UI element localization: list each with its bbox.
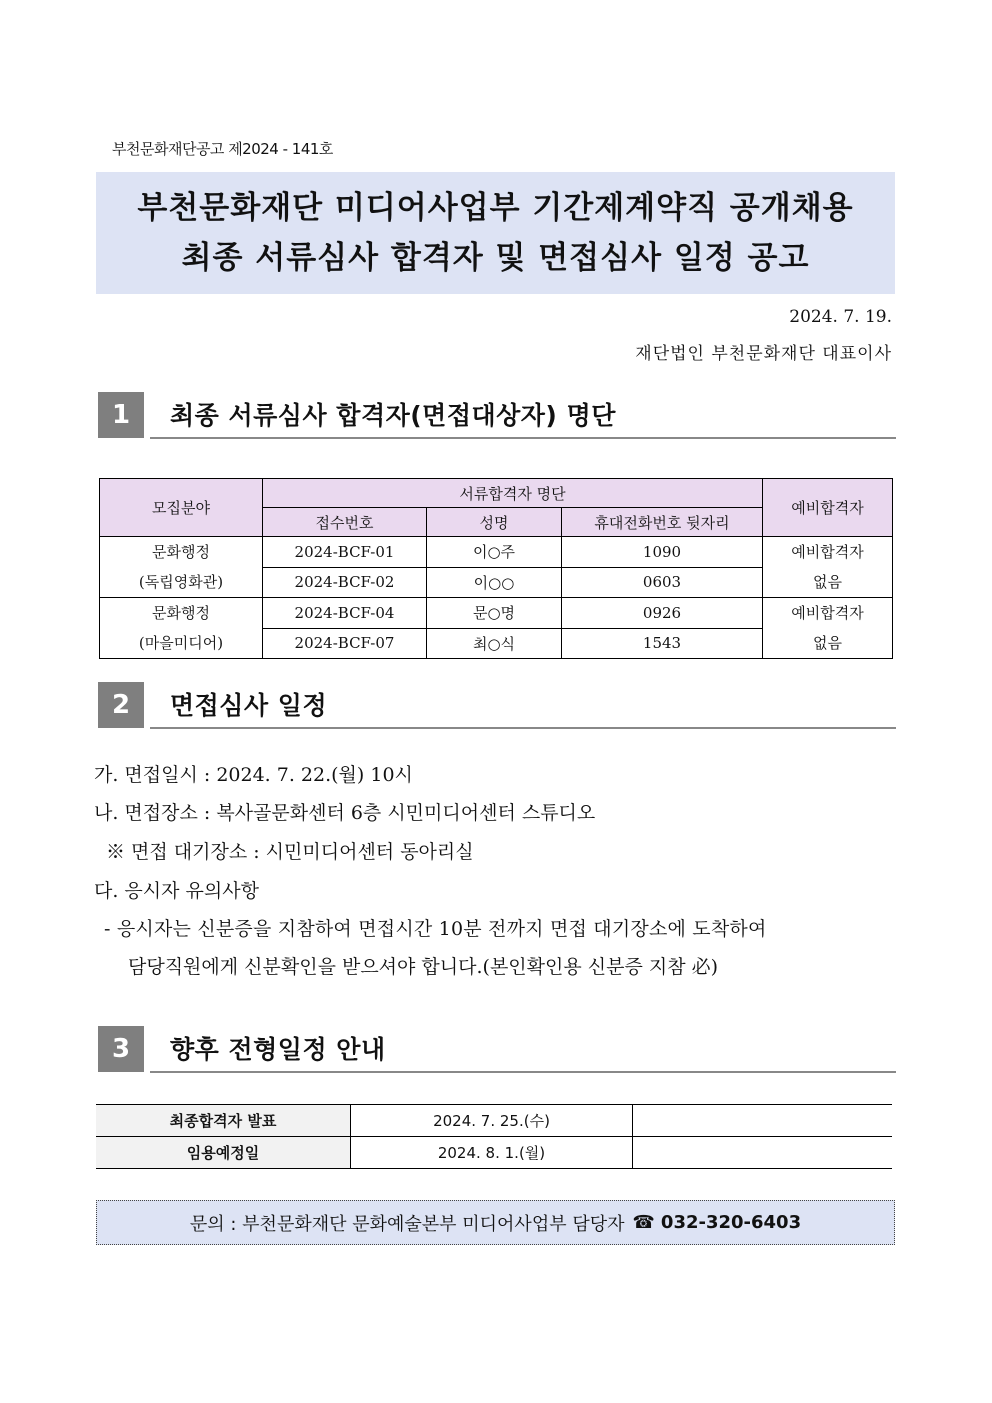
schedule-value: 2024. 8. 1.(월): [351, 1137, 633, 1169]
section-number: 2: [98, 682, 144, 728]
schedule-label: 최종합격자 발표: [96, 1105, 351, 1137]
section-number: 1: [98, 392, 144, 438]
applicant-name: 문○명: [427, 598, 562, 629]
reserve-line-2: 없음: [813, 634, 842, 652]
section-title: 향후 전형일정 안내: [170, 1035, 386, 1064]
section-divider: [150, 727, 896, 729]
phone-tail: 1543: [562, 628, 763, 659]
applicant-note-line-1: - 응시자는 신분증을 지참하여 면접시간 10분 전까지 면접 대기장소에 도착하여: [104, 918, 767, 940]
interview-datetime: 가. 면접일시 : 2024. 7. 22.(월) 10시: [94, 764, 413, 786]
table-row: [100, 537, 893, 568]
phone-icon: ☎: [632, 1212, 655, 1233]
field-line-1: 문화행정: [152, 543, 210, 561]
reserve-cell: [763, 598, 893, 659]
title-line-2: 최종 서류심사 합격자 및 면접심사 일정 공고: [181, 240, 810, 276]
table-row: [100, 598, 893, 629]
section-number: 3: [98, 1026, 144, 1072]
phone-tail: 0926: [562, 598, 763, 629]
section-title: 최종 서류심사 합격자(면접대상자) 명단: [170, 401, 616, 430]
reserve-line-1: 예비합격자: [791, 604, 864, 622]
section-2-header: [96, 682, 896, 730]
header-group: 서류합격자 명단: [263, 479, 763, 508]
contact-phone: 032-320-6403: [660, 1212, 802, 1233]
receipt-no: 2024-BCF-02: [263, 567, 427, 598]
issue-date: 2024. 7. 19.: [789, 307, 892, 327]
section-divider: [150, 437, 896, 439]
receipt-no: 2024-BCF-01: [263, 537, 427, 568]
table-row: [96, 1137, 892, 1169]
section-title: 면접심사 일정: [170, 691, 328, 720]
reserve-cell: [763, 537, 893, 598]
schedule-note: [633, 1137, 893, 1169]
issuer: 재단법인 부천문화재단 대표이사: [635, 344, 892, 364]
waiting-room-note: ※ 면접 대기장소 : 시민미디어센터 동아리실: [106, 841, 474, 863]
applicant-note-line-2: 담당직원에게 신분확인을 받으셔야 합니다.(본인확인용 신분증 지참 必): [128, 956, 719, 978]
header-reserve: 예비합격자: [763, 479, 893, 537]
applicant-name: 이○주: [427, 537, 562, 568]
table-row: [96, 1105, 892, 1137]
header-phone-tail: 휴대전화번호 뒷자리: [562, 508, 763, 537]
section-divider: [150, 1071, 896, 1073]
field-cell: [100, 537, 263, 598]
title-line-1: 부천문화재단 미디어사업부 기간제계약직 공개채용: [137, 190, 854, 226]
contact-box: [96, 1200, 895, 1245]
section-1-header: [96, 392, 896, 440]
section-3-header: [96, 1026, 896, 1074]
field-line-1: 문화행정: [152, 604, 210, 622]
reserve-line-1: 예비합격자: [791, 543, 864, 561]
field-line-2: (독립영화관): [138, 573, 224, 591]
interview-location: 나. 면접장소 : 복사골문화센터 6층 시민미디어센터 스튜디오: [94, 802, 596, 824]
applicant-name: 최○식: [427, 628, 562, 659]
field-line-2: (마을미디어): [138, 634, 224, 652]
schedule-value: 2024. 7. 25.(수): [351, 1105, 633, 1137]
field-cell: [100, 598, 263, 659]
header-field: 모집분야: [100, 479, 263, 537]
receipt-no: 2024-BCF-04: [263, 598, 427, 629]
receipt-no: 2024-BCF-07: [263, 628, 427, 659]
schedule-label: 임용예정일: [96, 1137, 351, 1169]
applicant-name: 이○○: [427, 567, 562, 598]
schedule-table: [96, 1104, 892, 1169]
phone-tail: 1090: [562, 537, 763, 568]
reserve-line-2: 없음: [813, 573, 842, 591]
contact-text: 문의 : 부천문화재단 문화예술본부 미디어사업부 담당자: [189, 1213, 625, 1235]
notice-number: 부천문화재단공고 제2024 - 141호: [112, 140, 333, 158]
schedule-note: [633, 1105, 893, 1137]
applicant-notes-heading: 다. 응시자 유의사항: [94, 880, 259, 902]
title-box: [96, 172, 895, 294]
phone-tail: 0603: [562, 567, 763, 598]
header-name: 성명: [427, 508, 562, 537]
header-receipt-no: 접수번호: [263, 508, 427, 537]
applicants-table: [99, 478, 893, 659]
